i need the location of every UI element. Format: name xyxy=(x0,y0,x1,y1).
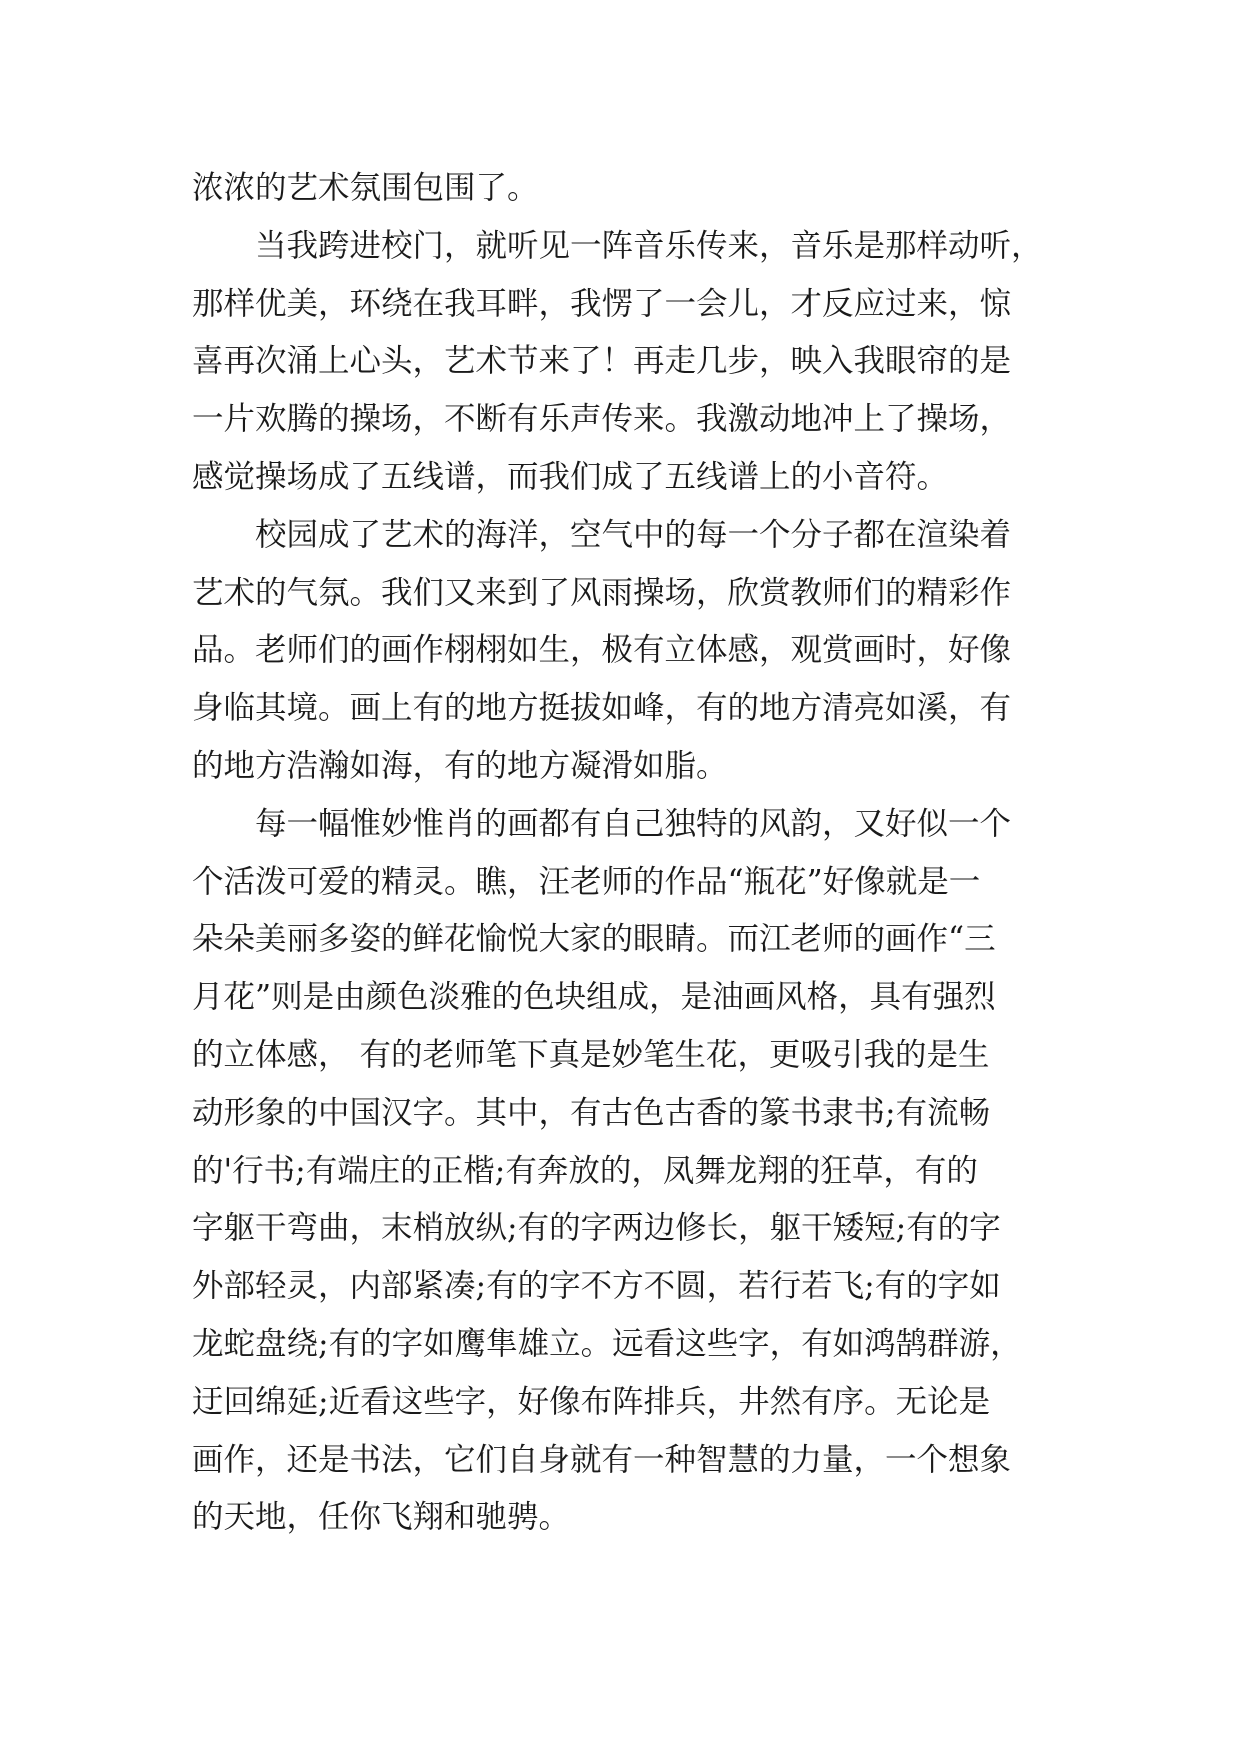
text-line: 的'行书;有端庄的正楷;有奔放的，凤舞龙翔的狂草，有的 xyxy=(192,1152,978,1189)
text-line: 的地方浩瀚如海，有的地方凝滑如脂。 xyxy=(192,747,728,784)
text-line: 艺术的气氛。我们又来到了风雨操场，欣赏教师们的精彩作 xyxy=(192,574,1012,611)
text-line: 画作，还是书法，它们自身就有一种智慧的力量，一个想象 xyxy=(192,1441,1012,1478)
text-line: 外部轻灵，内部紧凑;有的字不方不圆，若行若飞;有的字如 xyxy=(192,1268,1001,1305)
text-line: 每一幅惟妙惟肖的画都有自己独特的风韵，又好似一个 xyxy=(255,805,1012,842)
text-line: 动形象的中国汉字。其中，有古色古香的篆书隶书;有流畅 xyxy=(192,1094,991,1131)
text-line: 龙蛇盘绕;有的字如鹰隼雄立。远看这些字，有如鸿鹄群游， xyxy=(192,1325,1022,1362)
text-line: 的立体感， 有的老师笔下真是妙笔生花，更吸引我的是生 xyxy=(192,1036,990,1073)
text-line: 浓浓的艺术氛围包围了。 xyxy=(192,170,539,206)
text-line: 品。老师们的画作栩栩如生，极有立体感，观赏画时，好像 xyxy=(192,632,1012,669)
text-line: 朵朵美丽多姿的鲜花愉悦大家的眼睛。而江老师的画作“三 xyxy=(192,921,996,958)
text-line: 当我跨进校门，就听见一阵音乐传来，音乐是那样动听， xyxy=(255,227,1043,264)
text-line: 字躯干弯曲，末梢放纵;有的字两边修长，躯干矮短;有的字 xyxy=(192,1210,1001,1247)
body-text xyxy=(192,160,1052,1547)
text-line: 的天地，任你飞翔和驰骋。 xyxy=(192,1499,571,1536)
text-line: 月花”则是由颜色淡雅的色块组成，是油画风格，具有强烈 xyxy=(192,979,996,1016)
text-line: 身临其境。画上有的地方挺拔如峰，有的地方清亮如溪，有 xyxy=(192,690,1012,727)
text-line: 那样优美，环绕在我耳畔，我愣了一会儿，才反应过来，惊 xyxy=(192,285,1012,322)
text-line: 迂回绵延;近看这些字，好像布阵排兵，井然有序。无论是 xyxy=(192,1383,991,1420)
text-line: 喜再次涌上心头，艺术节来了！再走几步，映入我眼帘的是 xyxy=(192,343,1012,380)
text-line: 个活泼可爱的精灵。瞧，汪老师的作品“瓶花”好像就是一 xyxy=(192,863,981,900)
text-line: 一片欢腾的操场，不断有乐声传来。我激动地冲上了操场， xyxy=(192,401,1012,438)
text-line: 感觉操场成了五线谱，而我们成了五线谱上的小音符。 xyxy=(192,458,949,495)
text-line: 校园成了艺术的海洋，空气中的每一个分子都在渲染着 xyxy=(255,516,1012,553)
